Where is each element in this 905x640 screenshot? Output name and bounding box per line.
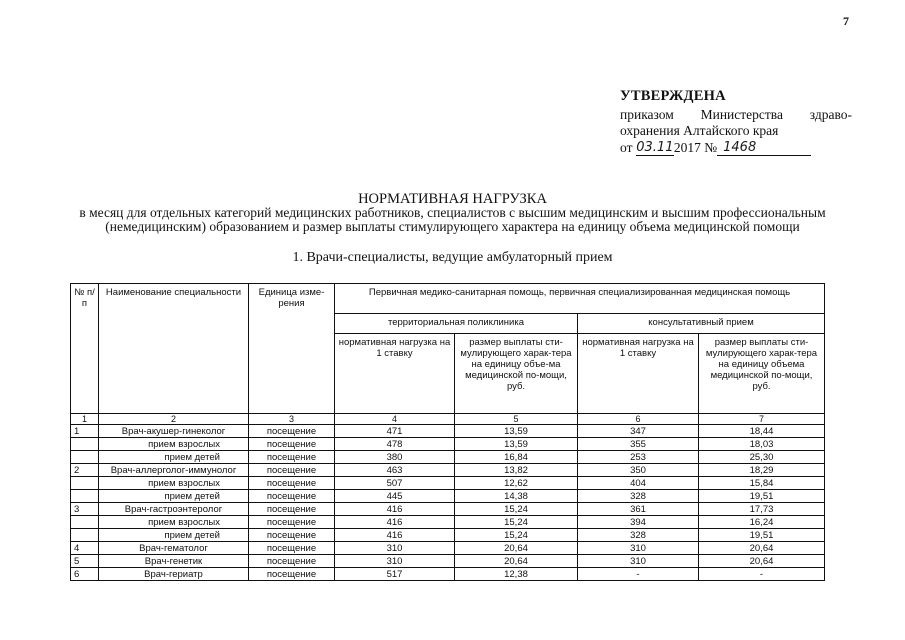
cell-col4: 310: [335, 555, 455, 568]
heading-line-2: в месяц для отдельных категорий медицинских работников, специалистов с высшим медицинским и высшим профессиональным: [79, 205, 826, 220]
approval-prefix: от: [620, 140, 633, 155]
cell-col6: -: [578, 568, 699, 581]
cell-specialty: прием взрослых: [99, 516, 249, 529]
handwritten-order-number: 1468: [717, 141, 811, 156]
approval-signature-line: [620, 140, 852, 156]
cell-col7: 25,30: [699, 451, 825, 464]
column-number-row: [71, 414, 825, 425]
colnum-5: 5: [455, 414, 578, 425]
cell-num: [71, 477, 99, 490]
cell-num: 6: [71, 568, 99, 581]
cell-col6: 347: [578, 425, 699, 438]
cell-unit: посещение: [249, 490, 335, 503]
cell-col6: 394: [578, 516, 699, 529]
cell-col5: 13,59: [455, 425, 578, 438]
cell-col5: 13,82: [455, 464, 578, 477]
cell-col5: 20,64: [455, 542, 578, 555]
workload-table: [70, 283, 825, 581]
cell-unit: посещение: [249, 516, 335, 529]
cell-col5: 15,24: [455, 503, 578, 516]
section-title: 1. Врачи-специалисты, ведущие амбулаторный прием: [292, 250, 613, 265]
cell-col7: 18,29: [699, 464, 825, 477]
header-col4: нормативная нагрузка на 1 ставку: [335, 334, 455, 414]
cell-col5: 14,38: [455, 490, 578, 503]
cell-num: 2: [71, 464, 99, 477]
table-row: [71, 477, 825, 490]
cell-specialty: Врач-гематолог: [99, 542, 249, 555]
cell-specialty: Врач-акушер-гинеколог: [99, 425, 249, 438]
cell-col6: 350: [578, 464, 699, 477]
cell-col4: 478: [335, 438, 455, 451]
cell-col5: 12,62: [455, 477, 578, 490]
heading-title: НОРМАТИВНАЯ НАГРУЗКА: [358, 191, 547, 207]
cell-col7: 19,51: [699, 529, 825, 542]
cell-num: 5: [71, 555, 99, 568]
cell-col4: 380: [335, 451, 455, 464]
heading-line-3: (немедицинским) образованием и размер выплаты стимулирующего характера на единицу объема медицинской помощи: [105, 219, 800, 234]
cell-col5: 12,38: [455, 568, 578, 581]
colnum-3: 3: [249, 414, 335, 425]
colnum-6: 6: [578, 414, 699, 425]
table-row: [71, 451, 825, 464]
header-col5: размер выплаты сти-мулирующего харак-тера на единицу объе-ма медицинской по-мощи, руб.: [455, 334, 578, 414]
cell-col6: 253: [578, 451, 699, 464]
cell-num: 4: [71, 542, 99, 555]
cell-col6: 355: [578, 438, 699, 451]
colnum-2: 2: [99, 414, 249, 425]
cell-col4: 416: [335, 529, 455, 542]
approval-title: УТВЕРЖДЕНА: [620, 88, 726, 104]
header-col7: размер выплаты сти-мулирующего харак-тера на единицу объема медицинской по-мощи, руб.: [699, 334, 825, 414]
cell-col6: 310: [578, 542, 699, 555]
header-num: № п/п: [71, 284, 99, 414]
cell-col6: 310: [578, 555, 699, 568]
cell-col6: 328: [578, 529, 699, 542]
cell-col4: 463: [335, 464, 455, 477]
page-number: 7: [843, 14, 849, 28]
header-territorial-clinic: территориальная поликлиника: [335, 314, 578, 334]
cell-specialty: Врач-аллерголог-иммунолог: [99, 464, 249, 477]
document-heading: [0, 192, 905, 234]
cell-num: [71, 438, 99, 451]
header-unit: Единица изме-рения: [249, 284, 335, 414]
cell-unit: посещение: [249, 464, 335, 477]
cell-unit: посещение: [249, 477, 335, 490]
cell-unit: посещение: [249, 568, 335, 581]
cell-col4: 507: [335, 477, 455, 490]
approval-year: 2017 №: [673, 140, 718, 155]
cell-specialty: прием детей: [99, 451, 249, 464]
cell-col5: 13,59: [455, 438, 578, 451]
cell-specialty: прием взрослых: [99, 438, 249, 451]
cell-unit: посещение: [249, 451, 335, 464]
table-row: [71, 503, 825, 516]
cell-num: [71, 490, 99, 503]
table-row: [71, 464, 825, 477]
colnum-7: 7: [699, 414, 825, 425]
approval-line-2: охранения Алтайского края: [620, 123, 779, 138]
cell-col7: 19,51: [699, 490, 825, 503]
cell-unit: посещение: [249, 438, 335, 451]
colnum-4: 4: [335, 414, 455, 425]
cell-col7: 16,24: [699, 516, 825, 529]
cell-col6: 404: [578, 477, 699, 490]
cell-num: 1: [71, 425, 99, 438]
cell-num: [71, 529, 99, 542]
handwritten-date: 03.11: [636, 140, 674, 155]
table-row: [71, 542, 825, 555]
cell-col6: 328: [578, 490, 699, 503]
cell-unit: посещение: [249, 529, 335, 542]
cell-num: [71, 516, 99, 529]
cell-col7: -: [699, 568, 825, 581]
header-name: Наименование специальности: [99, 284, 249, 414]
cell-col7: 15,84: [699, 477, 825, 490]
cell-col4: 517: [335, 568, 455, 581]
cell-unit: посещение: [249, 425, 335, 438]
table-row: [71, 555, 825, 568]
cell-col7: 17,73: [699, 503, 825, 516]
cell-col5: 15,24: [455, 516, 578, 529]
cell-col7: 20,64: [699, 542, 825, 555]
colnum-1: 1: [71, 414, 99, 425]
cell-col5: 15,24: [455, 529, 578, 542]
cell-num: [71, 451, 99, 464]
table-row: [71, 425, 825, 438]
cell-unit: посещение: [249, 503, 335, 516]
cell-col5: 16,84: [455, 451, 578, 464]
header-col6: нормативная нагрузка на 1 ставку: [578, 334, 699, 414]
table-row: [71, 568, 825, 581]
table-row: [71, 438, 825, 451]
cell-col4: 445: [335, 490, 455, 503]
cell-specialty: прием детей: [99, 490, 249, 503]
table-row: [71, 529, 825, 542]
cell-col4: 416: [335, 503, 455, 516]
cell-specialty: Врач-гастроэнтеролог: [99, 503, 249, 516]
cell-specialty: прием детей: [99, 529, 249, 542]
table-row: [71, 516, 825, 529]
cell-col7: 20,64: [699, 555, 825, 568]
approval-line-1: приказом Министерства здраво-: [620, 107, 852, 122]
cell-col6: 361: [578, 503, 699, 516]
cell-unit: посещение: [249, 542, 335, 555]
header-group: Первичная медико-санитарная помощь, первичная специализированная медицинская помощь: [335, 284, 825, 314]
cell-col7: 18,44: [699, 425, 825, 438]
cell-col4: 416: [335, 516, 455, 529]
cell-col7: 18,03: [699, 438, 825, 451]
cell-specialty: прием взрослых: [99, 477, 249, 490]
table-row: [71, 490, 825, 503]
cell-col4: 310: [335, 542, 455, 555]
cell-specialty: Врач-гериатр: [99, 568, 249, 581]
cell-col4: 471: [335, 425, 455, 438]
cell-unit: посещение: [249, 555, 335, 568]
header-consultative: консультативный прием: [578, 314, 825, 334]
cell-col5: 20,64: [455, 555, 578, 568]
cell-specialty: Врач-генетик: [99, 555, 249, 568]
cell-num: 3: [71, 503, 99, 516]
approval-block: [620, 88, 852, 156]
